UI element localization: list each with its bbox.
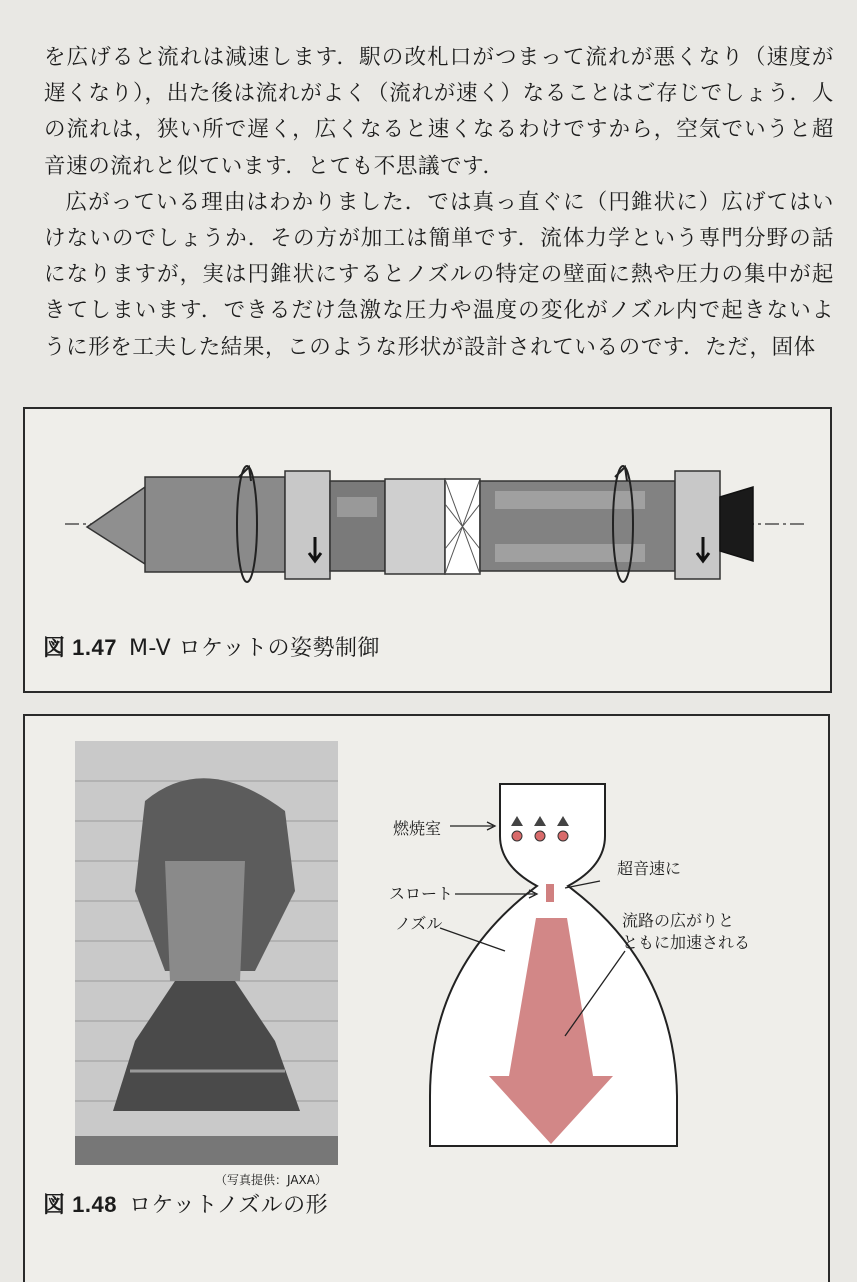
label-accelerate-line-1: 流路の広がりと — [622, 911, 735, 930]
figure-rocket-nozzle-shape — [23, 714, 830, 1282]
label-nozzle: ノズル — [395, 914, 443, 933]
label-throat: スロート — [389, 884, 454, 903]
figure-1-title: M-V ロケットの姿勢制御 — [128, 636, 381, 661]
figure-rocket-attitude-control — [23, 407, 832, 693]
paragraph-1: を広げると流れは減速します．駅の改札口がつまって流れが悪くなり（速度が遅くなり），出た後は流れがよく（流れが速く）なることはご存じでしょう．人の流れは，狭い所で遅く，広くなると速くなるわけですから，空気でいうと超音速の流れと似ています．とても不思議です． — [44, 45, 834, 179]
label-accelerate-line-2: ともに加速される — [622, 933, 751, 952]
rocket-diagram — [25, 409, 830, 609]
photo-credit: （写真提供：JAXA） — [215, 1173, 327, 1187]
label-combustion-chamber: 燃焼室 — [393, 819, 442, 838]
figure-2-title: ロケットノズルの形 — [128, 1193, 329, 1218]
figure-1-caption — [43, 631, 380, 662]
figure-2-caption — [43, 1188, 328, 1219]
figure-2-number: 図 1.48 — [43, 1192, 117, 1217]
rocket-engine-photo — [75, 741, 338, 1165]
paragraph-2: 広がっている理由はわかりました．では真っ直ぐに（円錐状に）広げてはいけないのでしょうか．その方が加工は簡単です．流体力学という専門分野の話になりますが，実は円錐状にするとノズルの特定の壁面に熱や圧力の集中が起きてしまいます．できるだけ急激な圧力や温度の変化がノズル内で起きないように形を工夫した結果，このような形状が設計されているのです．ただ，固体 — [44, 189, 834, 360]
label-supersonic: 超音速に — [617, 859, 682, 878]
figure-1-number: 図 1.47 — [43, 635, 117, 660]
body-text — [44, 40, 834, 366]
engine-photo-graphic — [75, 741, 338, 1165]
